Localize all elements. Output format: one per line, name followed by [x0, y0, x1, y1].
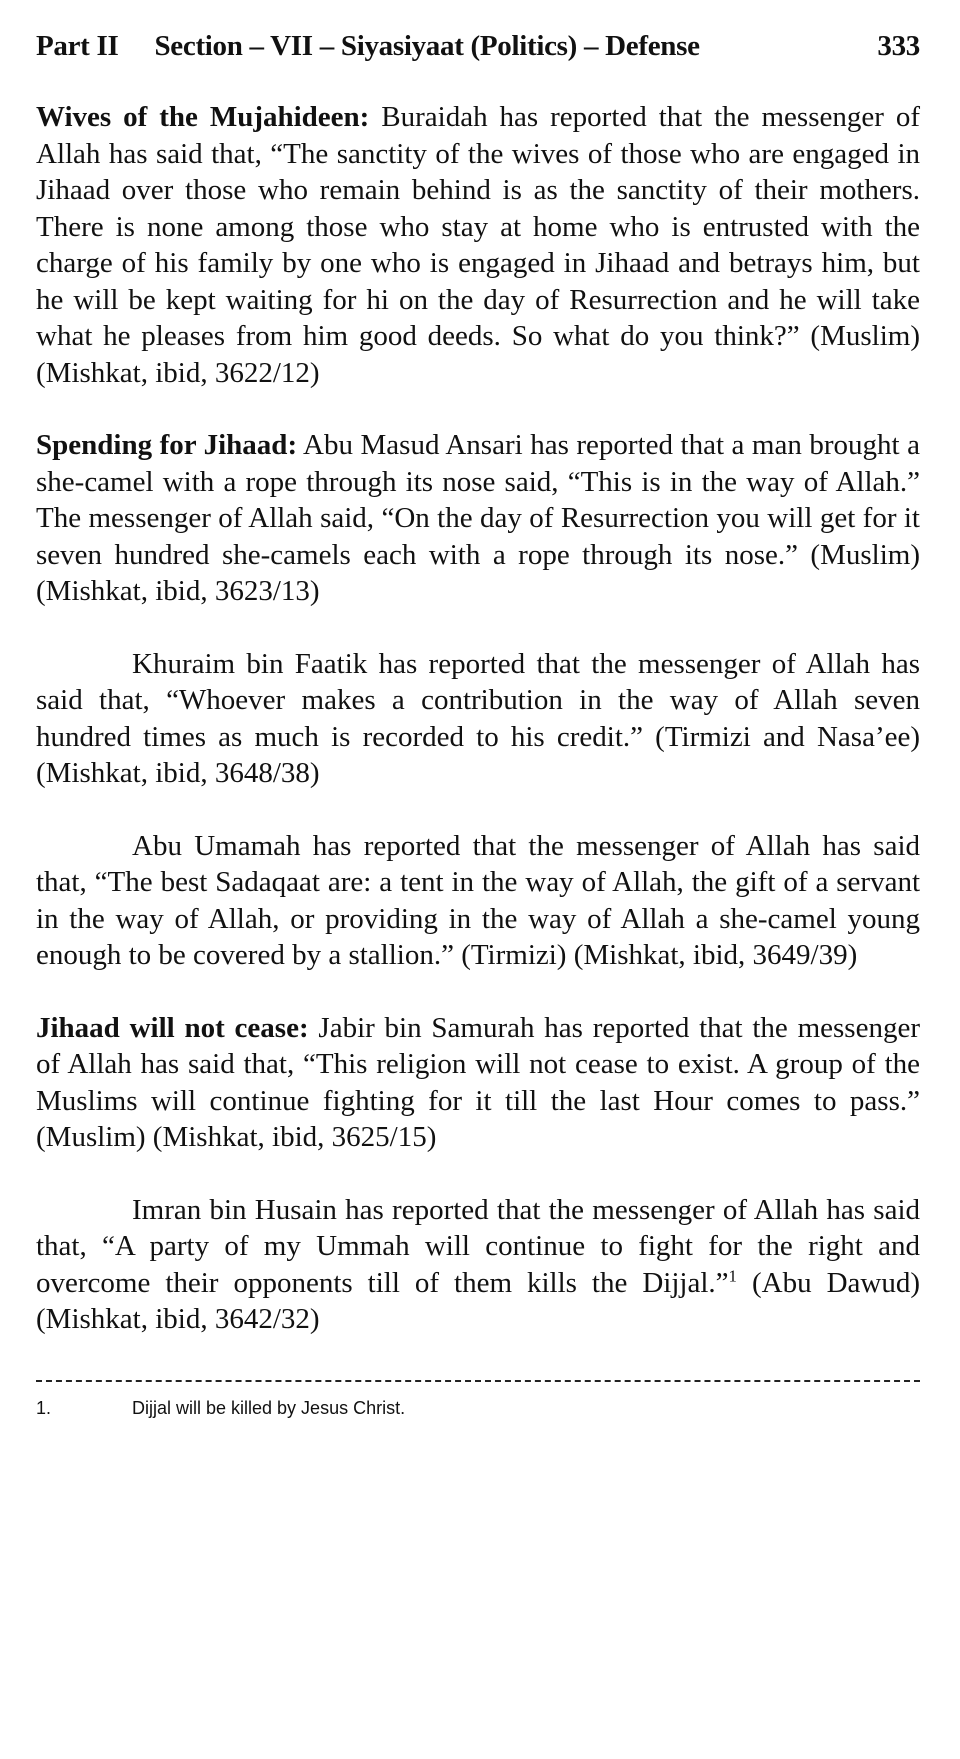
paragraph-wives-of-mujahideen: [36, 99, 920, 391]
footnote-text: Dijjal will be killed by Jesus Christ.: [132, 1397, 406, 1418]
page-number: 333: [877, 30, 920, 62]
paragraph-text: Abu Umamah has reported that the messenger of Allah has said that, “The best Sadaqaat are: a tent in the way of Allah, the gift of a servant in the way of Allah, or providing in the way of Allah a she-camel young enough to be covered by a stallion.” (Tirmizi) (Mishkat, ibid, 3649/39): [36, 829, 920, 971]
footnote-divider: [36, 1380, 920, 1382]
paragraph-abu-umamah: [36, 828, 920, 974]
header-left: [36, 28, 700, 64]
paragraph-text: Jabir bin Samurah has reported that the messenger of Allah has said that, “This religion will not cease to exist. A group of the Muslims will continue fighting for it till the last Hour comes to pass.” (Muslim) (Mishkat, ibid, 3625/15): [36, 1011, 920, 1153]
paragraph-imran-bin-husain: [36, 1192, 920, 1338]
paragraph-text: Abu Masud Ansari has reported that a man brought a she-camel with a rope through its nose said, “This is in the way of Allah.” The messenger of Allah said, “On the day of Resurrection you will get for it seven hundred she-camels each with a rope through its nose.” (Muslim) (Mishkat, ibid, 3623/13): [36, 429, 921, 607]
header-section: Section – VII – Siyasiyaat (Politics) – Defense: [154, 30, 700, 62]
paragraph-khuraim: [36, 646, 920, 792]
paragraph-text: Buraidah has reported that the messenger of Allah has said that, “The sanctity of the wives of those who are engaged in Jihaad over those who remain behind is as the sanctity of their mothers. There is none among those who stay at home who is entrusted with the charge of his family by one who is engaged in Jihaad and betrays him, but he will be kept waiting for hi on the day of Resurrection and he will take what he pleases from him good deeds. So what do you think?” (Muslim) (Mishkat, ibid, 3622/12): [36, 101, 920, 389]
paragraph-text: Imran bin Husain has reported that the messenger of Allah has said that, “A party of my Ummah will continue to fight for the right and overcome their opponents till of them kills the Dijjal.”: [36, 1193, 920, 1299]
footnote-number: 1.: [36, 1397, 52, 1418]
paragraph-spending-for-jihaad: [36, 427, 920, 610]
paragraph-heading: Spending for Jihaad:: [36, 429, 298, 461]
running-header: [36, 28, 920, 64]
paragraph-text: Khuraim bin Faatik has reported that the messenger of Allah has said that, “Whoever makes a contribution in the way of Allah seven hundred times as much is recorded to his credit.” (Tirmizi and Nasa’ee) (Mishkat, ibid, 3648/38): [36, 647, 920, 789]
paragraph-heading: Jihaad will not cease:: [36, 1011, 309, 1044]
footnote-reference[interactable]: 1: [728, 1265, 738, 1285]
header-part: Part II: [36, 30, 119, 62]
paragraph-jihaad-will-not-cease: [36, 1010, 920, 1156]
paragraph-text-after: (Abu Dawud) (Mishkat, ibid, 3642/32): [36, 1266, 921, 1335]
document-page: [36, 28, 920, 1420]
footnote: [36, 1396, 920, 1420]
paragraph-heading: Wives of the Mujahideen:: [36, 101, 370, 133]
